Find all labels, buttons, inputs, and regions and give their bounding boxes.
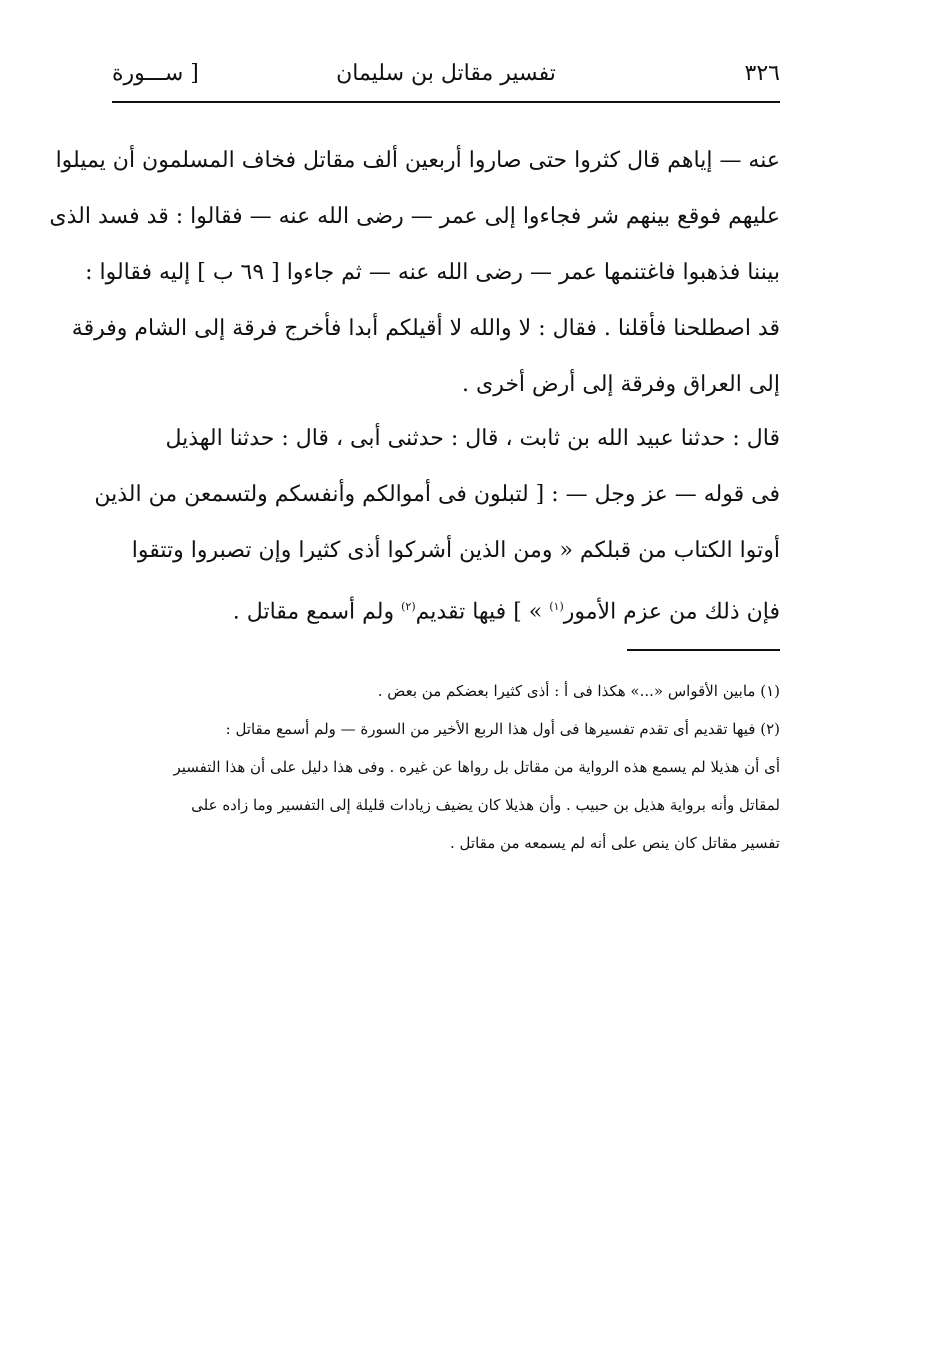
surah-heading: [ ســـورة [112,61,199,86]
footnote-2-cont: لمقاتل وأنه برواية هذيل بن حبيب . وأن هذيلا كان يضيف زيادات قليلة إلى التفسير وما زاده على [191,796,780,814]
text-line-with-footnote-refs [108,579,780,635]
book-title: تفسير مقاتل بن سليمان [336,61,556,86]
text-line: فى قوله — عز وجل — : [ لتبلون فى أموالكم وأنفسكم ولتسمعن من الذين [94,482,780,507]
footnote-2-cont: أى أن هذيلا لم يسمع هذه الرواية من مقاتل بل رواها عن غيره . وفى هذا دليل على أن هذا التفسير [173,758,780,776]
text-line: إلى العراق وفرقة إلى أرض أخرى . [461,372,780,397]
text-line: بيننا فذهبوا فاغتنمها عمر — رضى الله عنه — ثم جاءوا [ ٦٩ ب ] إليه فقالوا : [85,260,780,285]
footnote-divider [627,649,780,651]
footnotes [108,672,780,862]
header-divider [112,101,780,103]
text-segment: » ] فيها تقديم [415,599,543,625]
page-number: ٣٢٦ [744,61,780,86]
footnote-1: (١) مابين الأقواس «...» هكذا فى أ : أذى كثيرا بعضكم من بعض . [377,682,780,700]
text-line: قال : حدثنا عبيد الله بن ثابت ، قال : حدثنى أبى ، قال : حدثنا الهذيل [165,426,780,451]
footnote-ref-1: (١) [549,600,564,613]
paragraph-2 [94,411,780,635]
paragraph-1 [49,133,780,413]
footnote-2-cont: تفسير مقاتل كان ينص على أنه لم يسمعه من مقاتل . [450,834,780,852]
text-segment: ولم أسمع مقاتل . [232,599,395,625]
page-header [112,55,780,95]
text-line: أوتوا الكتاب من قبلكم « ومن الذين أشركوا أذى كثيرا وإن تصبروا وتتقوا [131,538,780,563]
text-line: قد اصطلحنا فأقلنا . فقال : لا والله لا أقيلكم أبدا فأخرج فرقة إلى الشام وفرقة [71,316,780,341]
text-segment: فإن ذلك من عزم الأمور [563,599,780,625]
text-line: عليهم فوقع بينهم شر فجاءوا إلى عمر — رضى الله عنه — فقالوا : قد فسد الذى [49,204,780,229]
footnote-2: (٢) فيها تقديم أى تقدم تفسيرها فى أول هذا الربع الأخير من السورة — ولم أسمع مقاتل : [225,720,780,738]
footnote-ref-2: (٢) [401,600,416,613]
text-line: عنه — إياهم قال كثروا حتى صاروا أربعين ألف مقاتل فخاف المسلمون أن يميلوا [55,148,780,173]
